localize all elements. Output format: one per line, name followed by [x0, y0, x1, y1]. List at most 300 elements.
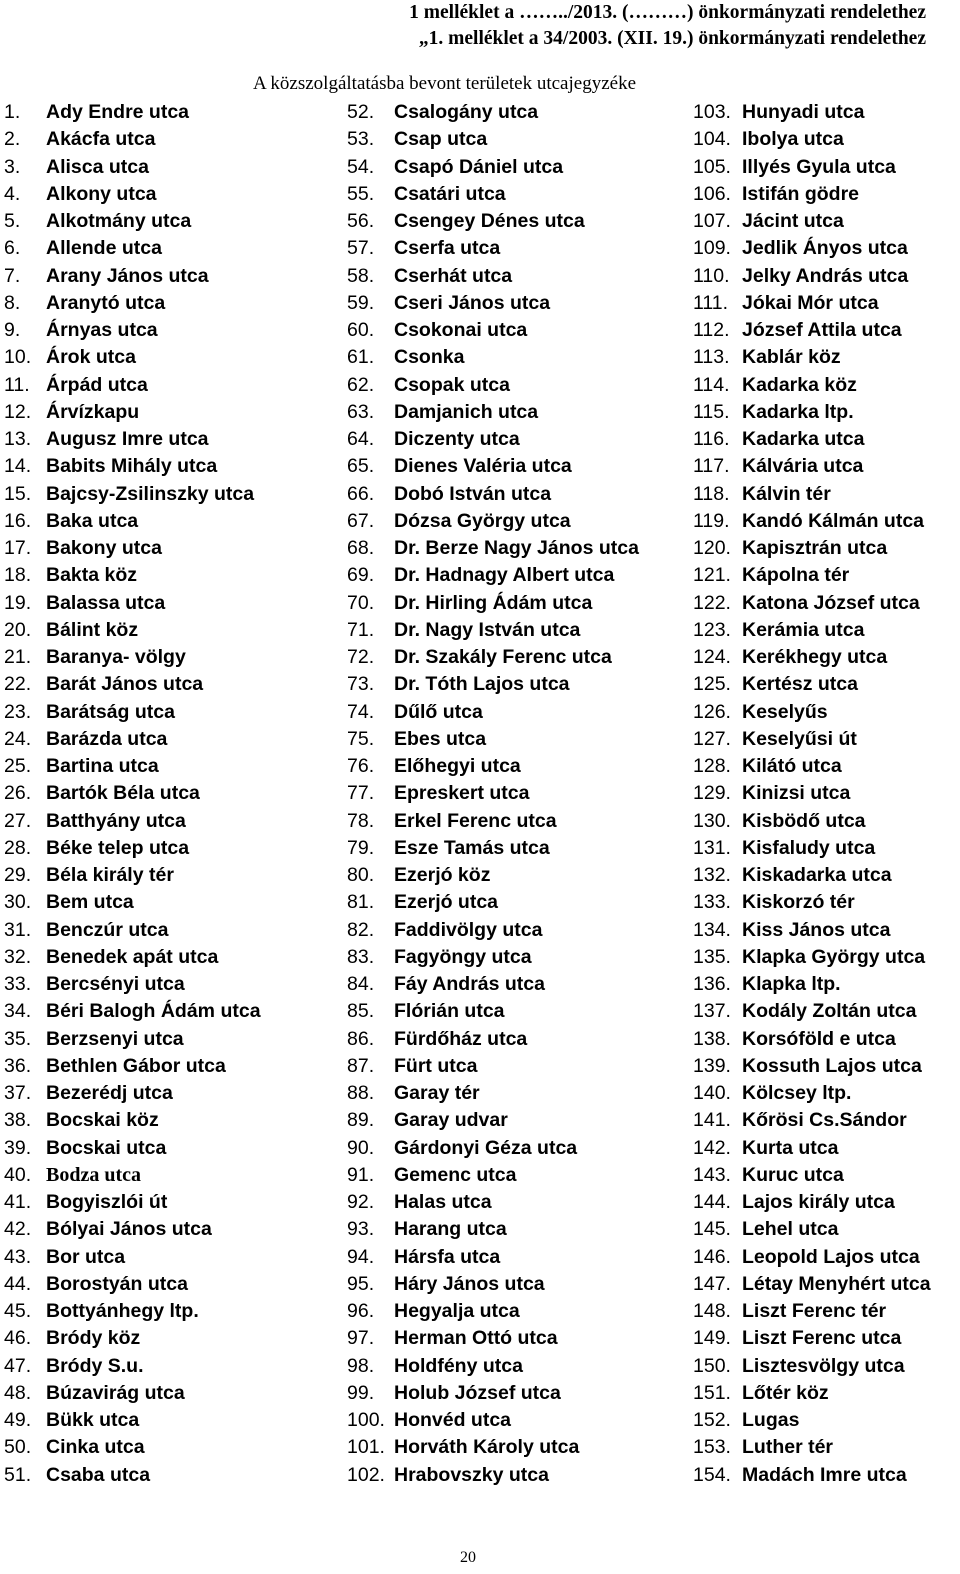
street-name: Béke telep utca [46, 836, 190, 859]
street-number: 112. [693, 319, 730, 341]
street-name: Babits Mihály utca [46, 455, 218, 478]
street-name: Faddivölgy utca [394, 918, 543, 941]
street-number: 151. [693, 1381, 731, 1404]
street-number: 115. [693, 400, 730, 423]
street-name: Alkony utca [46, 182, 157, 205]
street-name: Kinizsi utca [742, 782, 851, 805]
street-name: Dózsa György utca [394, 509, 571, 532]
street-name: Fagyöngy utca [394, 945, 532, 968]
street-number: 141. [693, 1109, 731, 1132]
street-name: Klapka ltp. [742, 973, 841, 995]
street-number: 16. [4, 509, 32, 532]
document-header [409, 0, 926, 52]
street-number: 120. [693, 537, 731, 559]
street-number: 117. [693, 455, 730, 478]
street-name: Keselyűsi út [742, 727, 857, 750]
street-name: Bercsényi utca [46, 973, 185, 995]
street-number: 134. [693, 918, 731, 941]
street-number: 33. [4, 973, 32, 995]
street-number: 137. [693, 1000, 731, 1023]
street-name: Cserfa utca [394, 237, 501, 260]
street-number: 150. [693, 1354, 731, 1377]
street-number: 44. [4, 1272, 32, 1295]
street-name: Csaba utca [46, 1463, 151, 1486]
street-name: Árvízkapu [46, 400, 140, 423]
street-name: Halas utca [394, 1191, 492, 1213]
street-number: 41. [4, 1191, 32, 1213]
street-name: Benedek apát utca [46, 945, 219, 968]
street-name: Dr. Hadnagy Albert utca [394, 564, 615, 587]
street-name: Kerámia utca [742, 618, 865, 641]
street-number: 52. [347, 101, 375, 123]
street-number: 97. [347, 1327, 375, 1350]
street-number: 116. [693, 428, 730, 450]
street-number: 98. [347, 1354, 375, 1377]
street-number: 61. [347, 346, 375, 369]
street-number: 64. [347, 428, 375, 450]
street-name: Árpád utca [46, 373, 148, 396]
street-name: Kadarka ltp. [742, 400, 854, 423]
street-name: Béri Balogh Ádám utca [46, 1000, 261, 1023]
street-name: Kossuth Lajos utca [742, 1054, 922, 1077]
street-number: 23. [4, 700, 32, 723]
street-name: Bocskai köz [46, 1109, 159, 1132]
street-name: Létay Menyhért utca [742, 1272, 931, 1295]
street-name: Ebes utca [394, 727, 487, 750]
street-number: 86. [347, 1027, 375, 1050]
street-name: Kandó Kálmán utca [742, 509, 925, 532]
street-number: 74. [347, 700, 375, 723]
street-name: Korsóföld e utca [742, 1027, 896, 1050]
street-number: 73. [347, 673, 375, 696]
street-number: 148. [693, 1300, 731, 1322]
street-name: Kápolna tér [742, 564, 850, 587]
street-number: 29. [4, 864, 32, 886]
street-name: Bartók Béla utca [46, 782, 200, 805]
header-line-1: 1 melléklet a ……../2013. (………) önkormányzati rendelethez [409, 2, 926, 23]
street-number: 71. [347, 618, 375, 641]
street-number: 2. [4, 128, 21, 151]
street-number: 63. [347, 400, 375, 423]
street-name: Hrabovszky utca [394, 1463, 549, 1486]
street-name: Esze Tamás utca [394, 836, 550, 859]
street-name: Bethlen Gábor utca [46, 1054, 226, 1077]
street-number: 72. [347, 646, 375, 668]
street-name: Kodály Zoltán utca [742, 1000, 917, 1023]
street-number: 8. [4, 291, 21, 314]
street-name: Herman Ottó utca [394, 1327, 558, 1350]
street-number: 62. [347, 373, 375, 396]
street-number: 144. [693, 1191, 731, 1213]
street-number: 84. [347, 973, 375, 995]
street-number: 125. [693, 673, 731, 696]
street-number: 96. [347, 1300, 375, 1322]
street-name: Búzavirág utca [46, 1381, 185, 1404]
street-number: 32. [4, 945, 32, 968]
street-name: Bólyai János utca [46, 1218, 212, 1241]
street-number: 93. [347, 1218, 375, 1241]
street-number: 142. [693, 1136, 731, 1159]
street-name: Bezerédj utca [46, 1082, 173, 1104]
street-name: Ady Endre utca [46, 101, 190, 123]
street-number: 30. [4, 891, 32, 914]
street-name: Csapó Dániel utca [394, 155, 564, 178]
street-name: Csap utca [394, 128, 488, 151]
street-number: 65. [347, 455, 375, 478]
street-name: Fáy András utca [394, 973, 545, 995]
street-number: 25. [4, 755, 32, 777]
street-name: Bogyiszlói út [46, 1191, 168, 1213]
street-name: Kiskadarka utca [742, 864, 892, 886]
street-number: 43. [4, 1245, 32, 1268]
street-name: Árok utca [46, 346, 136, 369]
street-name: Béla király tér [46, 864, 174, 886]
street-number: 42. [4, 1218, 32, 1241]
street-name: Előhegyi utca [394, 755, 521, 777]
street-number: 1. [4, 101, 21, 123]
street-name: Harang utca [394, 1218, 507, 1241]
street-name: Balassa utca [46, 591, 166, 614]
street-name: Bem utca [46, 891, 134, 914]
street-number: 6. [4, 237, 21, 260]
street-name: Lugas [742, 1409, 800, 1431]
street-number: 20. [4, 618, 32, 641]
street-name: Barázda utca [46, 727, 168, 750]
street-name: Lehel utca [742, 1218, 839, 1241]
street-name: Ibolya utca [742, 128, 844, 151]
street-number: 45. [4, 1300, 32, 1322]
street-number: 51. [4, 1463, 32, 1486]
street-name: Fürt utca [394, 1054, 478, 1077]
street-number: 135. [693, 945, 731, 968]
street-number: 53. [347, 128, 375, 151]
street-number: 140. [693, 1082, 731, 1104]
street-number: 36. [4, 1054, 32, 1077]
street-number: 114. [693, 373, 730, 396]
street-name: Flórián utca [394, 1000, 505, 1023]
street-name: Lisztesvölgy utca [742, 1354, 905, 1377]
street-number: 19. [4, 591, 32, 614]
street-number: 67. [347, 509, 375, 532]
street-name: Berzsenyi utca [46, 1027, 184, 1050]
street-number: 107. [693, 210, 731, 232]
street-name: Gárdonyi Géza utca [394, 1136, 578, 1159]
street-name: Barát János utca [46, 673, 204, 696]
street-number: 130. [693, 809, 731, 832]
street-number: 105. [693, 155, 731, 178]
street-number: 87. [347, 1054, 375, 1077]
street-number: 109. [693, 237, 731, 260]
street-number: 82. [347, 918, 375, 941]
street-name: Baranya- völgy [46, 646, 186, 668]
street-number: 104. [693, 128, 731, 151]
street-number: 15. [4, 482, 32, 505]
street-name: Honvéd utca [394, 1409, 512, 1431]
street-name: Gemenc utca [394, 1163, 517, 1186]
street-name: Bor utca [46, 1245, 126, 1268]
street-name: Fürdőház utca [394, 1027, 528, 1050]
street-number: 81. [347, 891, 375, 914]
street-number: 133. [693, 891, 731, 914]
street-number: 4. [4, 182, 21, 205]
street-number: 121. [693, 564, 731, 587]
street-name: Árnyas utca [46, 319, 158, 341]
street-number: 145. [693, 1218, 731, 1241]
street-name: Dr. Tóth Lajos utca [394, 673, 570, 696]
street-name: Jácint utca [742, 210, 844, 232]
street-number: 153. [693, 1436, 731, 1459]
street-number: 69. [347, 564, 375, 587]
street-number: 139. [693, 1054, 731, 1077]
street-number: 35. [4, 1027, 32, 1050]
street-name: Damjanich utca [394, 400, 539, 423]
street-name: József Attila utca [742, 319, 902, 341]
street-number: 76. [347, 755, 375, 777]
street-number: 58. [347, 264, 375, 287]
street-name: Alisca utca [46, 155, 149, 178]
street-number: 77. [347, 782, 375, 805]
street-name: Ezerjó köz [394, 864, 491, 886]
street-number: 146. [693, 1245, 731, 1268]
street-name: Bakony utca [46, 537, 162, 559]
street-name: Ezerjó utca [394, 891, 499, 914]
street-name: Bocskai utca [46, 1136, 167, 1159]
street-number: 79. [347, 836, 375, 859]
street-number: 10. [4, 346, 32, 369]
street-number: 70. [347, 591, 375, 614]
street-name: Epreskert utca [394, 782, 530, 805]
street-name: Baka utca [46, 509, 139, 532]
street-name: Kiskorzó tér [742, 891, 855, 914]
street-number: 56. [347, 210, 375, 232]
street-name: Garay tér [394, 1082, 480, 1104]
street-name: Kálvária utca [742, 455, 864, 478]
street-name: Aranytó utca [46, 291, 166, 314]
street-name: Jókai Mór utca [742, 291, 879, 314]
street-name: Garay udvar [394, 1109, 508, 1132]
street-number: 111. [693, 291, 729, 314]
street-number: 143. [693, 1163, 731, 1186]
street-number: 88. [347, 1082, 375, 1104]
page-number: 20 [460, 1549, 476, 1566]
street-number: 92. [347, 1191, 375, 1213]
street-name: Katona József utca [742, 591, 920, 614]
street-number: 46. [4, 1327, 32, 1350]
street-number: 136. [693, 973, 731, 995]
street-name: Kisbödő utca [742, 809, 866, 832]
street-number: 149. [693, 1327, 731, 1350]
street-name: Csonka [394, 346, 465, 369]
street-number: 18. [4, 564, 32, 587]
street-number: 152. [693, 1409, 731, 1431]
street-number: 128. [693, 755, 731, 777]
street-number: 11. [4, 373, 30, 396]
street-number: 78. [347, 809, 375, 832]
street-name: Allende utca [46, 237, 162, 260]
document-title: A közszolgáltatásba bevont területek utcajegyzéke [253, 73, 637, 94]
street-name: Akácfa utca [46, 128, 156, 151]
street-name: Bottyánhegy ltp. [46, 1300, 199, 1322]
street-name: Kálvin tér [742, 482, 831, 505]
street-number: 101. [347, 1436, 385, 1459]
street-name: Erkel Ferenc utca [394, 809, 557, 832]
street-number: 102. [347, 1463, 385, 1486]
street-number: 119. [693, 509, 730, 532]
street-number: 60. [347, 319, 375, 341]
street-name: Batthyány utca [46, 809, 186, 832]
street-number: 89. [347, 1109, 375, 1132]
street-name: Kuruc utca [742, 1163, 844, 1186]
street-number: 129. [693, 782, 731, 805]
street-name: Dr. Szakály Ferenc utca [394, 646, 612, 668]
street-name: Luther tér [742, 1436, 834, 1459]
street-name: Kerékhegy utca [742, 646, 888, 668]
street-name: Hunyadi utca [742, 101, 865, 123]
street-number: 83. [347, 945, 375, 968]
street-name: Bródy S.u. [46, 1354, 144, 1377]
street-name: Kölcsey ltp. [742, 1082, 852, 1104]
street-number: 124. [693, 646, 731, 668]
street-number: 122. [693, 591, 731, 614]
street-number: 68. [347, 537, 375, 559]
street-name: Hegyalja utca [394, 1300, 520, 1322]
street-name: Bródy köz [46, 1327, 141, 1350]
street-name: Csatári utca [394, 182, 506, 205]
street-name: Bakta köz [46, 564, 138, 587]
street-name: Jelky András utca [742, 264, 909, 287]
street-name: Barátság utca [46, 700, 175, 723]
header-line-2: „1. melléklet a 34/2003. (XII. 19.) önkormányzati rendelethez [418, 28, 926, 49]
street-number: 21. [4, 646, 32, 668]
street-number: 75. [347, 727, 375, 750]
street-name: Kisfaludy utca [742, 836, 876, 859]
street-name: Horváth Károly utca [394, 1436, 580, 1459]
street-name: Augusz Imre utca [46, 428, 209, 450]
street-name: Kiss János utca [742, 918, 891, 941]
street-name: Liszt Ferenc tér [742, 1300, 887, 1322]
street-name: Dr. Hirling Ádám utca [394, 591, 593, 614]
street-name: Dienes Valéria utca [394, 455, 572, 478]
street-name: Cinka utca [46, 1436, 145, 1459]
street-name: Holdfény utca [394, 1354, 523, 1377]
street-number: 85. [347, 1000, 375, 1023]
street-number: 28. [4, 836, 32, 859]
street-name: Diczenty utca [394, 428, 520, 450]
street-number: 99. [347, 1381, 375, 1404]
street-name: Háry János utca [394, 1272, 545, 1295]
street-number: 132. [693, 864, 731, 886]
street-number: 127. [693, 727, 731, 750]
street-name: Csokonai utca [394, 319, 528, 341]
street-name: Bükk utca [46, 1409, 140, 1431]
street-name: Kadarka utca [742, 428, 865, 450]
street-number: 9. [4, 319, 21, 341]
street-name: Dűlő utca [394, 700, 483, 723]
street-name: Bartina utca [46, 755, 159, 777]
street-number: 154. [693, 1463, 731, 1486]
street-name: Dr. Berze Nagy János utca [394, 537, 639, 559]
street-name: Klapka György utca [742, 945, 926, 968]
street-number: 50. [4, 1436, 32, 1459]
street-number: 90. [347, 1136, 375, 1159]
street-name: Cserhát utca [394, 264, 513, 287]
street-number: 3. [4, 155, 21, 178]
street-number: 17. [4, 537, 32, 559]
street-name: Bálint köz [46, 618, 139, 641]
street-number: 48. [4, 1381, 32, 1404]
street-number: 31. [4, 918, 32, 941]
street-name: Kilátó utca [742, 755, 842, 777]
street-number: 138. [693, 1027, 731, 1050]
street-number: 55. [347, 182, 375, 205]
street-number: 12. [4, 400, 32, 423]
street-name: Lajos király utca [742, 1191, 895, 1213]
street-name: Holub József utca [394, 1381, 561, 1404]
street-number: 113. [693, 346, 730, 369]
street-name: Istifán gödre [742, 182, 860, 205]
street-name: Dr. Nagy István utca [394, 618, 581, 641]
street-number: 123. [693, 618, 731, 641]
street-name: Leopold Lajos utca [742, 1245, 920, 1268]
street-number: 100. [347, 1409, 385, 1431]
street-number: 106. [693, 182, 731, 205]
street-name: Kablár köz [742, 346, 841, 369]
street-number: 47. [4, 1354, 32, 1377]
street-number: 5. [4, 210, 21, 232]
street-number: 37. [4, 1082, 32, 1104]
street-number: 91. [347, 1163, 375, 1186]
street-name: Hársfa utca [394, 1245, 501, 1268]
street-name: Kadarka köz [742, 373, 857, 396]
street-number: 94. [347, 1245, 375, 1268]
street-number: 22. [4, 673, 32, 696]
street-number: 118. [693, 482, 730, 505]
street-name: Kapisztrán utca [742, 537, 888, 559]
street-number: 27. [4, 809, 32, 832]
street-name: Bajcsy-Zsilinszky utca [46, 482, 255, 505]
street-name: Lőtér köz [742, 1381, 829, 1404]
street-number: 54. [347, 155, 375, 178]
street-number: 126. [693, 700, 731, 723]
street-name: Csengey Dénes utca [394, 210, 585, 232]
street-name: Kertész utca [742, 673, 858, 696]
street-name: Arany János utca [46, 264, 209, 287]
street-name: Cseri János utca [394, 291, 551, 314]
street-name: Csalogány utca [394, 101, 539, 123]
street-number: 40. [4, 1163, 32, 1186]
street-number: 13. [4, 428, 32, 450]
street-number: 66. [347, 482, 375, 505]
street-name: Bodza utca [46, 1163, 141, 1186]
street-number: 103. [693, 101, 731, 123]
street-name: Illyés Gyula utca [742, 155, 896, 178]
street-name: Liszt Ferenc utca [742, 1327, 902, 1350]
street-number: 49. [4, 1409, 32, 1431]
street-number: 59. [347, 291, 375, 314]
street-number: 110. [693, 264, 730, 287]
street-number: 39. [4, 1136, 32, 1159]
street-name: Jedlik Ányos utca [742, 237, 908, 260]
street-name: Borostyán utca [46, 1272, 188, 1295]
street-number: 38. [4, 1109, 32, 1132]
street-name: Csopak utca [394, 373, 510, 396]
street-number: 131. [693, 836, 731, 859]
street-number: 26. [4, 782, 32, 805]
street-number: 24. [4, 727, 32, 750]
street-name: Alkotmány utca [46, 210, 192, 232]
street-number: 95. [347, 1272, 375, 1295]
street-number: 57. [347, 237, 375, 260]
